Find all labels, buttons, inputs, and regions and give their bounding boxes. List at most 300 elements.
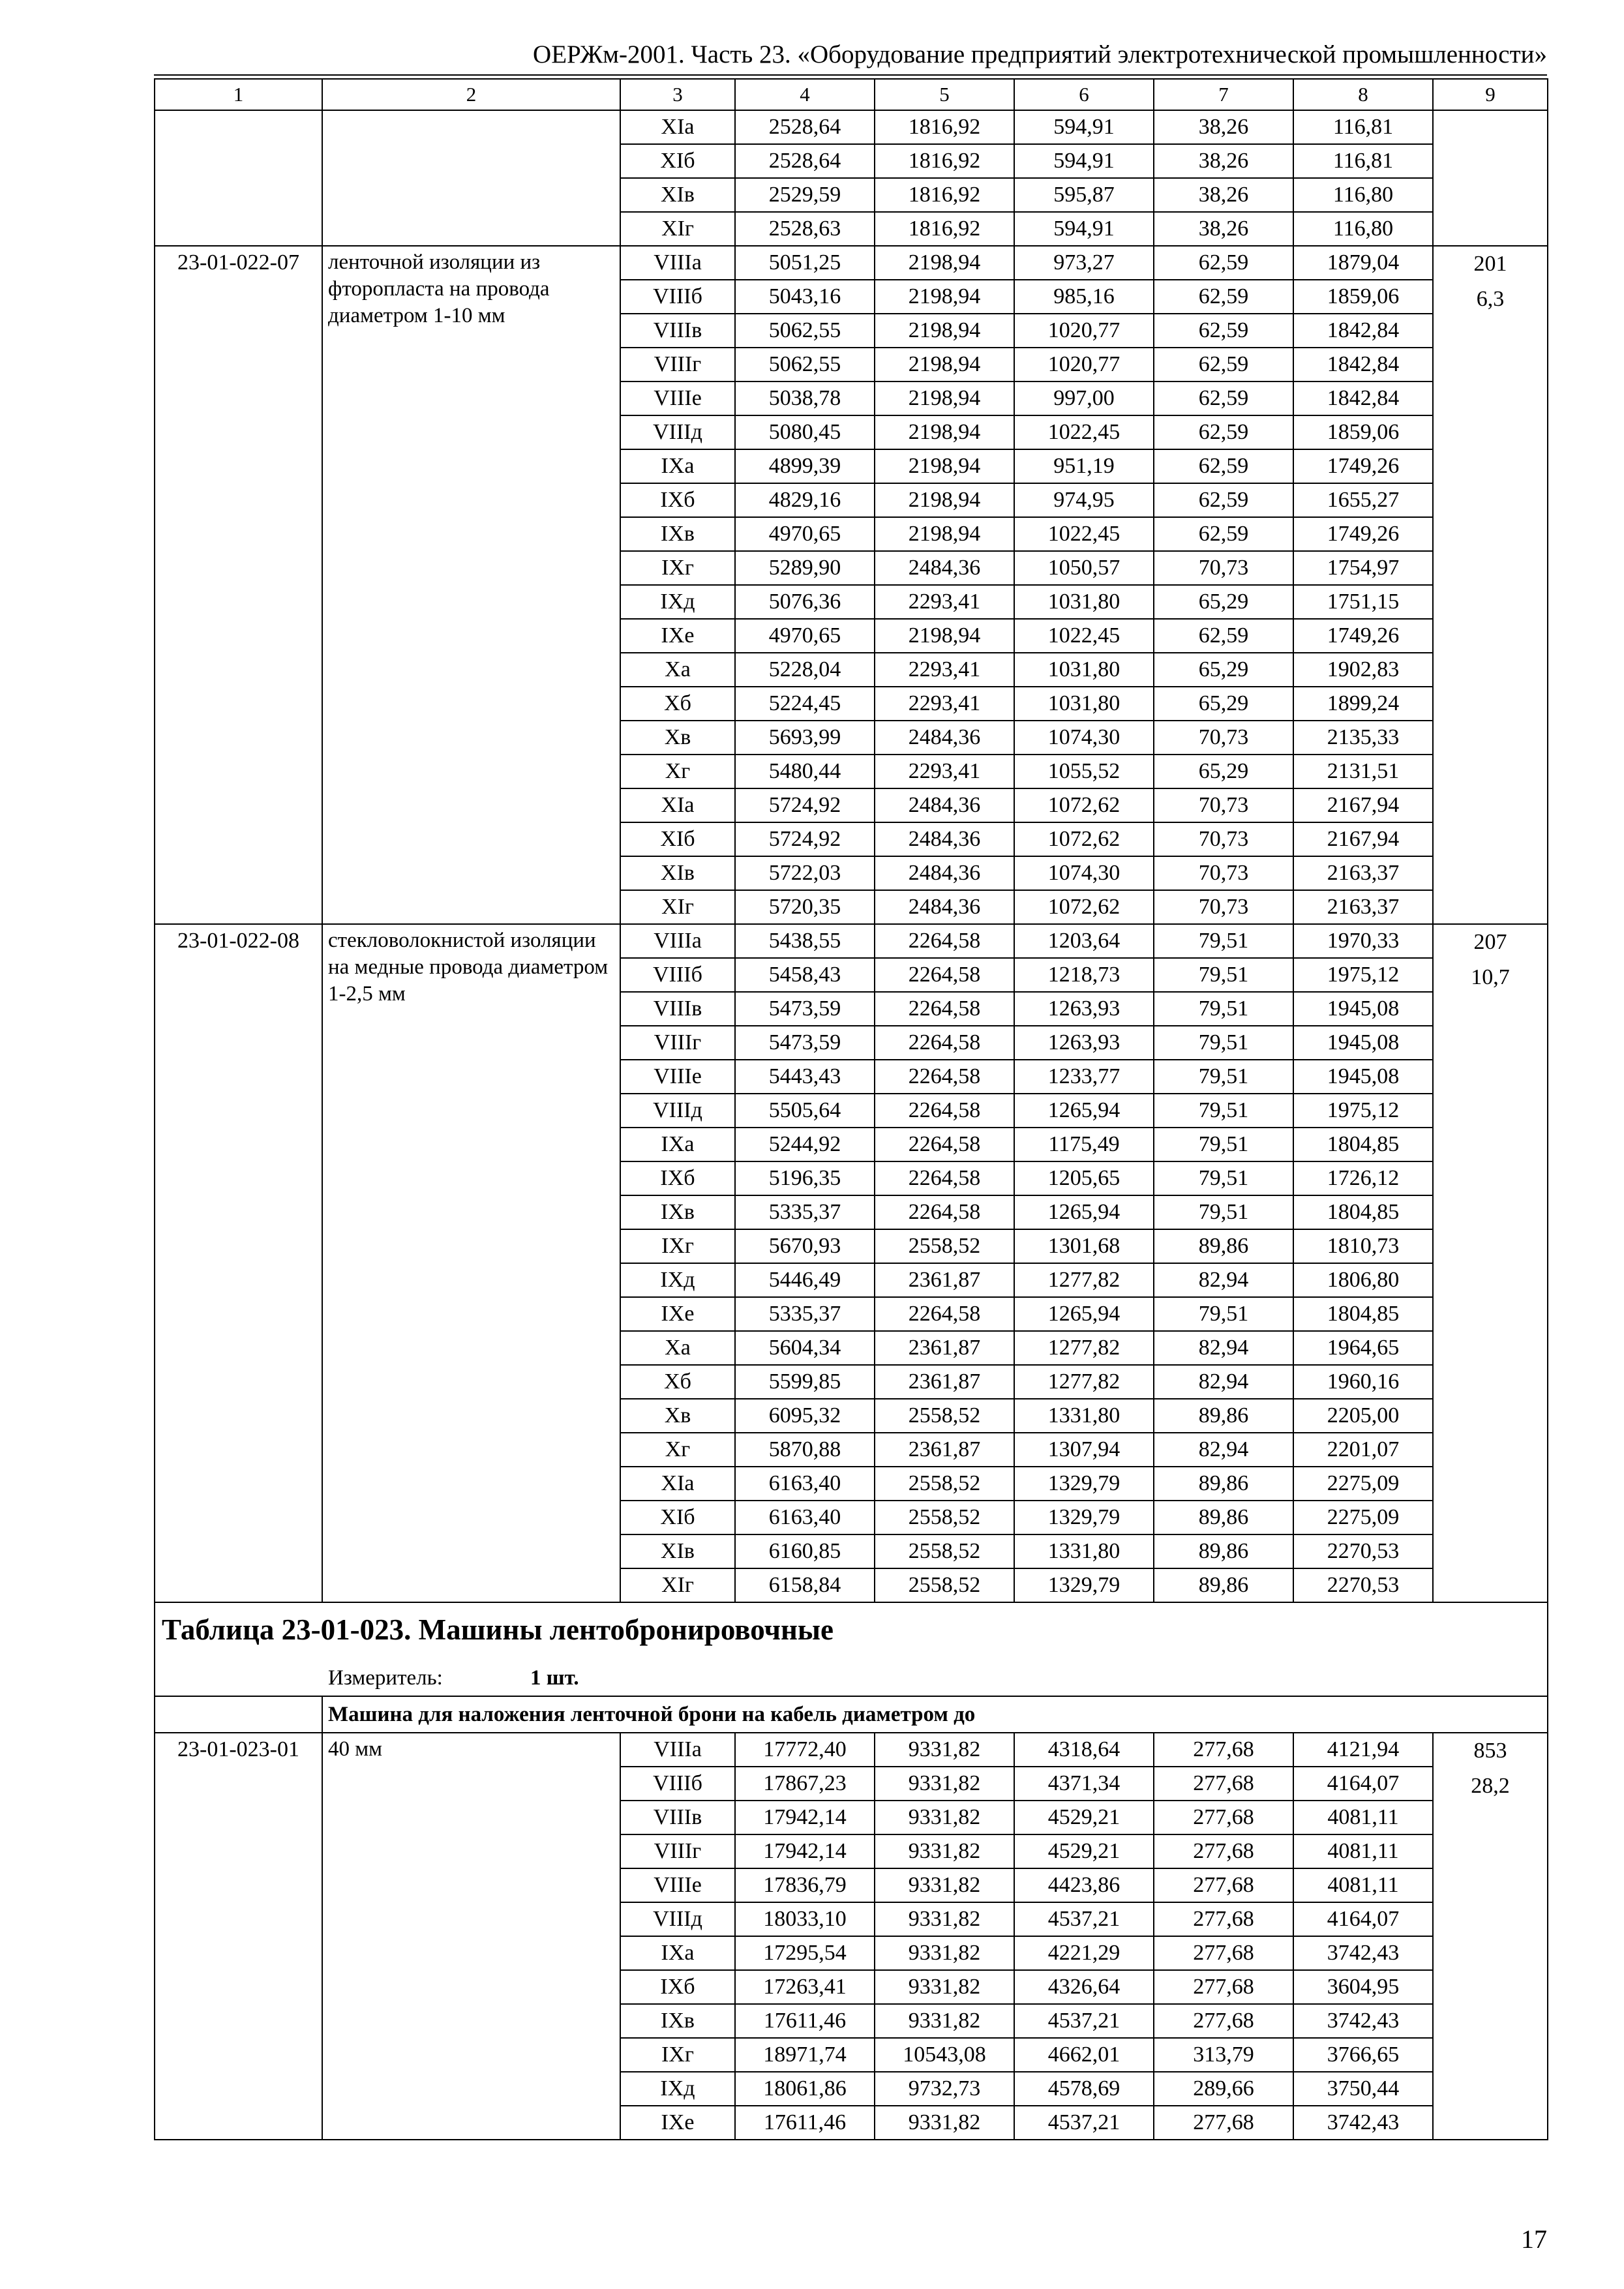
value-cell: 10543,08 <box>875 2038 1014 2072</box>
value-cell: 594,91 <box>1014 212 1154 246</box>
value-cell: 5335,37 <box>735 1195 875 1229</box>
value-cell: 2275,09 <box>1293 1467 1433 1501</box>
value-cell: 277,68 <box>1154 2004 1293 2038</box>
labor-value: 853 <box>1473 1739 1507 1763</box>
value-cell: 1806,80 <box>1293 1263 1433 1297</box>
value-cell: 1203,64 <box>1014 924 1154 958</box>
value-cell: 4081,11 <box>1293 1834 1433 1868</box>
value-cell: 2558,52 <box>875 1467 1014 1501</box>
value-cell: 1816,92 <box>875 144 1014 178</box>
value-cell: 277,68 <box>1154 1868 1293 1902</box>
resource-class-cell: VIIIе <box>620 1868 735 1902</box>
resource-class-cell: XIа <box>620 110 735 144</box>
labor-value: 10,7 <box>1471 965 1510 989</box>
resource-class-cell: IXе <box>620 619 735 653</box>
unit-value: 1 шт. <box>530 1666 579 1690</box>
labor-value: 201 <box>1473 252 1507 276</box>
value-cell: 18971,74 <box>735 2038 875 2072</box>
value-cell: 4371,34 <box>1014 1767 1154 1801</box>
value-cell: 3750,44 <box>1293 2072 1433 2106</box>
value-cell: 2558,52 <box>875 1399 1014 1433</box>
value-cell: 62,59 <box>1154 246 1293 280</box>
value-cell: 62,59 <box>1154 382 1293 415</box>
value-cell: 4081,11 <box>1293 1868 1433 1902</box>
resource-class-cell: XIв <box>620 1534 735 1568</box>
value-cell: 4537,21 <box>1014 2004 1154 2038</box>
value-cell: 2270,53 <box>1293 1568 1433 1602</box>
resource-class-cell: IXб <box>620 1161 735 1195</box>
value-cell: 277,68 <box>1154 1936 1293 1970</box>
value-cell: 2264,58 <box>875 1195 1014 1229</box>
column-number-row <box>155 79 1548 110</box>
value-cell: 1020,77 <box>1014 348 1154 382</box>
value-cell: 2529,59 <box>735 178 875 212</box>
value-cell: 82,94 <box>1154 1365 1293 1399</box>
value-cell: 973,27 <box>1014 246 1154 280</box>
value-cell: 5505,64 <box>735 1094 875 1128</box>
value-cell: 62,59 <box>1154 348 1293 382</box>
value-cell: 277,68 <box>1154 1801 1293 1834</box>
value-cell: 2484,36 <box>875 856 1014 890</box>
value-cell: 5062,55 <box>735 348 875 382</box>
value-cell: 1816,92 <box>875 212 1014 246</box>
value-cell: 2198,94 <box>875 415 1014 449</box>
value-cell: 5693,99 <box>735 721 875 755</box>
value-cell: 2198,94 <box>875 348 1014 382</box>
value-cell: 82,94 <box>1154 1433 1293 1467</box>
value-cell: 5480,44 <box>735 755 875 788</box>
value-cell: 1072,62 <box>1014 788 1154 822</box>
resource-class-cell: IXб <box>620 483 735 517</box>
value-cell: 595,87 <box>1014 178 1154 212</box>
resource-class-cell: VIIIд <box>620 1902 735 1936</box>
resource-class-cell: IXг <box>620 2038 735 2072</box>
labor-cell <box>1433 1733 1548 2140</box>
value-cell: 79,51 <box>1154 924 1293 958</box>
resource-class-cell: IXв <box>620 2004 735 2038</box>
table-row <box>155 924 1548 958</box>
value-cell: 1945,08 <box>1293 1026 1433 1060</box>
column-number: 6 <box>1014 79 1154 110</box>
resource-class-cell: VIIIг <box>620 348 735 382</box>
value-cell: 1975,12 <box>1293 958 1433 992</box>
value-cell: 1331,80 <box>1014 1399 1154 1433</box>
value-cell: 277,68 <box>1154 1970 1293 2004</box>
value-cell: 1329,79 <box>1014 1501 1154 1534</box>
value-cell: 4164,07 <box>1293 1767 1433 1801</box>
value-cell: 1072,62 <box>1014 822 1154 856</box>
value-cell: 5599,85 <box>735 1365 875 1399</box>
value-cell: 6095,32 <box>735 1399 875 1433</box>
value-cell: 313,79 <box>1154 2038 1293 2072</box>
resource-class-cell: Xб <box>620 1365 735 1399</box>
value-cell: 1175,49 <box>1014 1128 1154 1161</box>
value-cell: 17867,23 <box>735 1767 875 1801</box>
value-cell: 38,26 <box>1154 110 1293 144</box>
value-cell: 38,26 <box>1154 178 1293 212</box>
rates-table <box>154 78 1548 2140</box>
resource-class-cell: IXа <box>620 449 735 483</box>
table-title-cell <box>155 1602 1548 1660</box>
value-cell: 116,80 <box>1293 178 1433 212</box>
rate-code-cell <box>155 110 322 246</box>
value-cell: 2198,94 <box>875 517 1014 551</box>
value-cell: 2264,58 <box>875 1297 1014 1331</box>
value-cell: 6163,40 <box>735 1467 875 1501</box>
rate-code-cell: 23-01-022-08 <box>155 924 322 1602</box>
value-cell: 2205,00 <box>1293 1399 1433 1433</box>
value-cell: 2163,37 <box>1293 890 1433 924</box>
value-cell: 82,94 <box>1154 1331 1293 1365</box>
resource-class-cell: IXг <box>620 551 735 585</box>
resource-class-cell: XIг <box>620 1568 735 1602</box>
value-cell: 5438,55 <box>735 924 875 958</box>
value-cell: 9331,82 <box>875 2004 1014 2038</box>
value-cell: 2270,53 <box>1293 1534 1433 1568</box>
column-number: 4 <box>735 79 875 110</box>
value-cell: 1307,94 <box>1014 1433 1154 1467</box>
document-title: ОЕРЖм-2001. Часть 23. «Оборудование предприятий электротехнической промышленности» <box>533 40 1547 68</box>
value-cell: 5722,03 <box>735 856 875 890</box>
value-cell: 1751,15 <box>1293 585 1433 619</box>
resource-class-cell: VIIIб <box>620 280 735 314</box>
value-cell: 3742,43 <box>1293 2106 1433 2140</box>
value-cell: 3742,43 <box>1293 2004 1433 2038</box>
labor-value: 6,3 <box>1476 287 1505 311</box>
column-number: 7 <box>1154 79 1293 110</box>
rate-code-cell: 23-01-022-07 <box>155 246 322 924</box>
value-cell: 594,91 <box>1014 144 1154 178</box>
value-cell: 62,59 <box>1154 280 1293 314</box>
value-cell: 9331,82 <box>875 1733 1014 1767</box>
value-cell: 1263,93 <box>1014 1026 1154 1060</box>
value-cell: 1945,08 <box>1293 992 1433 1026</box>
resource-class-cell: VIIIа <box>620 1733 735 1767</box>
value-cell: 89,86 <box>1154 1534 1293 1568</box>
value-cell: 3742,43 <box>1293 1936 1433 1970</box>
value-cell: 2201,07 <box>1293 1433 1433 1467</box>
resource-class-cell: VIIIе <box>620 1060 735 1094</box>
value-cell: 9331,82 <box>875 1868 1014 1902</box>
resource-class-cell: XIб <box>620 1501 735 1534</box>
value-cell: 1902,83 <box>1293 653 1433 687</box>
value-cell: 5724,92 <box>735 788 875 822</box>
value-cell: 2361,87 <box>875 1365 1014 1399</box>
value-cell: 1265,94 <box>1014 1297 1154 1331</box>
value-cell: 2264,58 <box>875 1026 1014 1060</box>
table-row <box>155 246 1548 280</box>
value-cell: 594,91 <box>1014 110 1154 144</box>
resource-class-cell: Xа <box>620 1331 735 1365</box>
section-heading: Машина для наложения ленточной брони на кабель диаметром до <box>322 1696 1548 1733</box>
value-cell: 2293,41 <box>875 653 1014 687</box>
value-cell: 5443,43 <box>735 1060 875 1094</box>
value-cell: 79,51 <box>1154 992 1293 1026</box>
value-cell: 65,29 <box>1154 755 1293 788</box>
value-cell: 2528,63 <box>735 212 875 246</box>
value-cell: 4662,01 <box>1014 2038 1154 2072</box>
value-cell: 4326,64 <box>1014 1970 1154 2004</box>
value-cell: 1842,84 <box>1293 314 1433 348</box>
value-cell: 89,86 <box>1154 1501 1293 1534</box>
value-cell: 1754,97 <box>1293 551 1433 585</box>
resource-class-cell: VIIIа <box>620 246 735 280</box>
value-cell: 2558,52 <box>875 1501 1014 1534</box>
resource-class-cell: Xв <box>620 721 735 755</box>
value-cell: 1277,82 <box>1014 1331 1154 1365</box>
value-cell: 2198,94 <box>875 483 1014 517</box>
value-cell: 116,80 <box>1293 212 1433 246</box>
value-cell: 9331,82 <box>875 1970 1014 2004</box>
resource-class-cell: IXе <box>620 2106 735 2140</box>
value-cell: 2528,64 <box>735 144 875 178</box>
value-cell: 1031,80 <box>1014 653 1154 687</box>
value-cell: 2528,64 <box>735 110 875 144</box>
value-cell: 1804,85 <box>1293 1297 1433 1331</box>
value-cell: 89,86 <box>1154 1399 1293 1433</box>
value-cell: 2293,41 <box>875 585 1014 619</box>
value-cell: 4121,94 <box>1293 1733 1433 1767</box>
section-heading-row <box>155 1696 1548 1733</box>
value-cell: 1804,85 <box>1293 1195 1433 1229</box>
value-cell: 9331,82 <box>875 1936 1014 1970</box>
value-cell: 289,66 <box>1154 2072 1293 2106</box>
value-cell: 1842,84 <box>1293 382 1433 415</box>
resource-class-cell: IXд <box>620 2072 735 2106</box>
value-cell: 18061,86 <box>735 2072 875 2106</box>
resource-class-cell: VIIIа <box>620 924 735 958</box>
value-cell: 4529,21 <box>1014 1834 1154 1868</box>
value-cell: 5196,35 <box>735 1161 875 1195</box>
value-cell: 17942,14 <box>735 1801 875 1834</box>
value-cell: 62,59 <box>1154 517 1293 551</box>
value-cell: 62,59 <box>1154 314 1293 348</box>
resource-class-cell: IXд <box>620 1263 735 1297</box>
value-cell: 277,68 <box>1154 1902 1293 1936</box>
column-number: 8 <box>1293 79 1433 110</box>
value-cell: 79,51 <box>1154 958 1293 992</box>
value-cell: 1816,92 <box>875 110 1014 144</box>
table-row <box>155 1733 1548 1767</box>
value-cell: 2264,58 <box>875 1128 1014 1161</box>
value-cell: 62,59 <box>1154 449 1293 483</box>
value-cell: 1277,82 <box>1014 1263 1154 1297</box>
rate-code-cell: 23-01-023-01 <box>155 1733 322 2140</box>
value-cell: 5720,35 <box>735 890 875 924</box>
value-cell: 2484,36 <box>875 721 1014 755</box>
value-cell: 1331,80 <box>1014 1534 1154 1568</box>
value-cell: 1749,26 <box>1293 619 1433 653</box>
value-cell: 2163,37 <box>1293 856 1433 890</box>
value-cell: 9331,82 <box>875 1902 1014 1936</box>
value-cell: 17611,46 <box>735 2106 875 2140</box>
value-cell: 5604,34 <box>735 1331 875 1365</box>
value-cell: 2293,41 <box>875 687 1014 721</box>
value-cell: 4318,64 <box>1014 1733 1154 1767</box>
resource-class-cell: VIIIе <box>620 382 735 415</box>
value-cell: 5724,92 <box>735 822 875 856</box>
value-cell: 65,29 <box>1154 585 1293 619</box>
value-cell: 17263,41 <box>735 1970 875 2004</box>
value-cell: 2198,94 <box>875 246 1014 280</box>
value-cell: 79,51 <box>1154 1128 1293 1161</box>
value-cell: 1265,94 <box>1014 1094 1154 1128</box>
value-cell: 3604,95 <box>1293 1970 1433 2004</box>
value-cell: 1218,73 <box>1014 958 1154 992</box>
value-cell: 277,68 <box>1154 1767 1293 1801</box>
value-cell: 70,73 <box>1154 822 1293 856</box>
value-cell: 1655,27 <box>1293 483 1433 517</box>
value-cell: 277,68 <box>1154 1733 1293 1767</box>
value-cell: 951,19 <box>1014 449 1154 483</box>
value-cell: 985,16 <box>1014 280 1154 314</box>
value-cell: 2131,51 <box>1293 755 1433 788</box>
unit-row <box>155 1660 1548 1696</box>
value-cell: 1859,06 <box>1293 280 1433 314</box>
resource-class-cell: XIа <box>620 1467 735 1501</box>
resource-class-cell: Xг <box>620 1433 735 1467</box>
resource-class-cell: IXе <box>620 1297 735 1331</box>
value-cell: 4164,07 <box>1293 1902 1433 1936</box>
value-cell: 2484,36 <box>875 788 1014 822</box>
value-cell: 2264,58 <box>875 924 1014 958</box>
rate-name-cell: 40 мм <box>322 1733 620 2140</box>
value-cell: 70,73 <box>1154 551 1293 585</box>
value-cell: 89,86 <box>1154 1568 1293 1602</box>
value-cell: 1022,45 <box>1014 415 1154 449</box>
resource-class-cell: Xб <box>620 687 735 721</box>
resource-class-cell: IXв <box>620 517 735 551</box>
value-cell: 5080,45 <box>735 415 875 449</box>
value-cell: 1022,45 <box>1014 619 1154 653</box>
resource-class-cell: VIIIг <box>620 1834 735 1868</box>
value-cell: 17295,54 <box>735 1936 875 1970</box>
resource-class-cell: VIIIг <box>620 1026 735 1060</box>
unit-cell <box>155 1660 1548 1696</box>
value-cell: 70,73 <box>1154 856 1293 890</box>
value-cell: 5228,04 <box>735 653 875 687</box>
value-cell: 4537,21 <box>1014 2106 1154 2140</box>
value-cell: 5244,92 <box>735 1128 875 1161</box>
value-cell: 1810,73 <box>1293 1229 1433 1263</box>
value-cell: 4970,65 <box>735 517 875 551</box>
value-cell: 38,26 <box>1154 144 1293 178</box>
value-cell: 1945,08 <box>1293 1060 1433 1094</box>
value-cell: 1277,82 <box>1014 1365 1154 1399</box>
value-cell: 17772,40 <box>735 1733 875 1767</box>
value-cell: 5224,45 <box>735 687 875 721</box>
table-title-row <box>155 1602 1548 1660</box>
column-number: 3 <box>620 79 735 110</box>
value-cell: 2484,36 <box>875 890 1014 924</box>
value-cell: 277,68 <box>1154 1834 1293 1868</box>
value-cell: 1074,30 <box>1014 856 1154 890</box>
value-cell: 1205,65 <box>1014 1161 1154 1195</box>
value-cell: 79,51 <box>1154 1297 1293 1331</box>
value-cell: 2264,58 <box>875 1161 1014 1195</box>
value-cell: 277,68 <box>1154 2106 1293 2140</box>
value-cell: 9331,82 <box>875 1801 1014 1834</box>
value-cell: 38,26 <box>1154 212 1293 246</box>
rate-name-cell: ленточной изоляции из фторопласта на провода диаметром 1-10 мм <box>322 246 620 924</box>
value-cell: 4221,29 <box>1014 1936 1154 1970</box>
resource-class-cell: XIб <box>620 822 735 856</box>
value-cell: 1804,85 <box>1293 1128 1433 1161</box>
resource-class-cell: Xв <box>620 1399 735 1433</box>
value-cell: 62,59 <box>1154 415 1293 449</box>
value-cell: 18033,10 <box>735 1902 875 1936</box>
resource-class-cell: IXа <box>620 1936 735 1970</box>
value-cell: 89,86 <box>1154 1467 1293 1501</box>
value-cell: 2361,87 <box>875 1433 1014 1467</box>
labor-value: 207 <box>1473 930 1507 954</box>
value-cell: 116,81 <box>1293 110 1433 144</box>
value-cell: 17611,46 <box>735 2004 875 2038</box>
value-cell: 2361,87 <box>875 1263 1014 1297</box>
value-cell: 3766,65 <box>1293 2038 1433 2072</box>
value-cell: 5076,36 <box>735 585 875 619</box>
value-cell: 2558,52 <box>875 1534 1014 1568</box>
value-cell: 70,73 <box>1154 788 1293 822</box>
value-cell: 70,73 <box>1154 721 1293 755</box>
value-cell: 9331,82 <box>875 2106 1014 2140</box>
value-cell: 1964,65 <box>1293 1331 1433 1365</box>
table-title: Таблица 23-01-023. Машины лентобронировочные <box>162 1613 834 1646</box>
resource-class-cell: XIв <box>620 178 735 212</box>
value-cell: 2293,41 <box>875 755 1014 788</box>
labor-value: 28,2 <box>1471 1774 1510 1798</box>
value-cell: 974,95 <box>1014 483 1154 517</box>
value-cell: 4970,65 <box>735 619 875 653</box>
value-cell: 9331,82 <box>875 1767 1014 1801</box>
resource-class-cell: XIг <box>620 212 735 246</box>
value-cell: 2198,94 <box>875 280 1014 314</box>
unit-block <box>155 1663 1547 1693</box>
resource-class-cell: IXб <box>620 1970 735 2004</box>
resource-class-cell: VIIIд <box>620 1094 735 1128</box>
value-cell: 1970,33 <box>1293 924 1433 958</box>
unit-label: Измеритель: <box>328 1666 443 1690</box>
value-cell: 1899,24 <box>1293 687 1433 721</box>
value-cell: 6160,85 <box>735 1534 875 1568</box>
resource-class-cell: XIа <box>620 788 735 822</box>
value-cell: 5446,49 <box>735 1263 875 1297</box>
value-cell: 79,51 <box>1154 1161 1293 1195</box>
value-cell: 9732,73 <box>875 2072 1014 2106</box>
value-cell: 1749,26 <box>1293 517 1433 551</box>
rate-name-cell: стекловолокнистой изоляции на медные провода диаметром 1-2,5 мм <box>322 924 620 1602</box>
value-cell: 2264,58 <box>875 1094 1014 1128</box>
column-number: 2 <box>322 79 620 110</box>
value-cell: 1879,04 <box>1293 246 1433 280</box>
value-cell: 82,94 <box>1154 1263 1293 1297</box>
value-cell: 4081,11 <box>1293 1801 1433 1834</box>
resource-class-cell: IXв <box>620 1195 735 1229</box>
value-cell: 2198,94 <box>875 619 1014 653</box>
value-cell: 2264,58 <box>875 958 1014 992</box>
value-cell: 1842,84 <box>1293 348 1433 382</box>
value-cell: 65,29 <box>1154 687 1293 721</box>
value-cell: 5062,55 <box>735 314 875 348</box>
resource-class-cell: IXд <box>620 585 735 619</box>
column-number: 9 <box>1433 79 1548 110</box>
rate-name-cell <box>322 110 620 246</box>
value-cell: 2361,87 <box>875 1331 1014 1365</box>
value-cell: 1329,79 <box>1014 1467 1154 1501</box>
labor-cell <box>1433 246 1548 924</box>
value-cell: 2198,94 <box>875 449 1014 483</box>
value-cell: 2484,36 <box>875 822 1014 856</box>
